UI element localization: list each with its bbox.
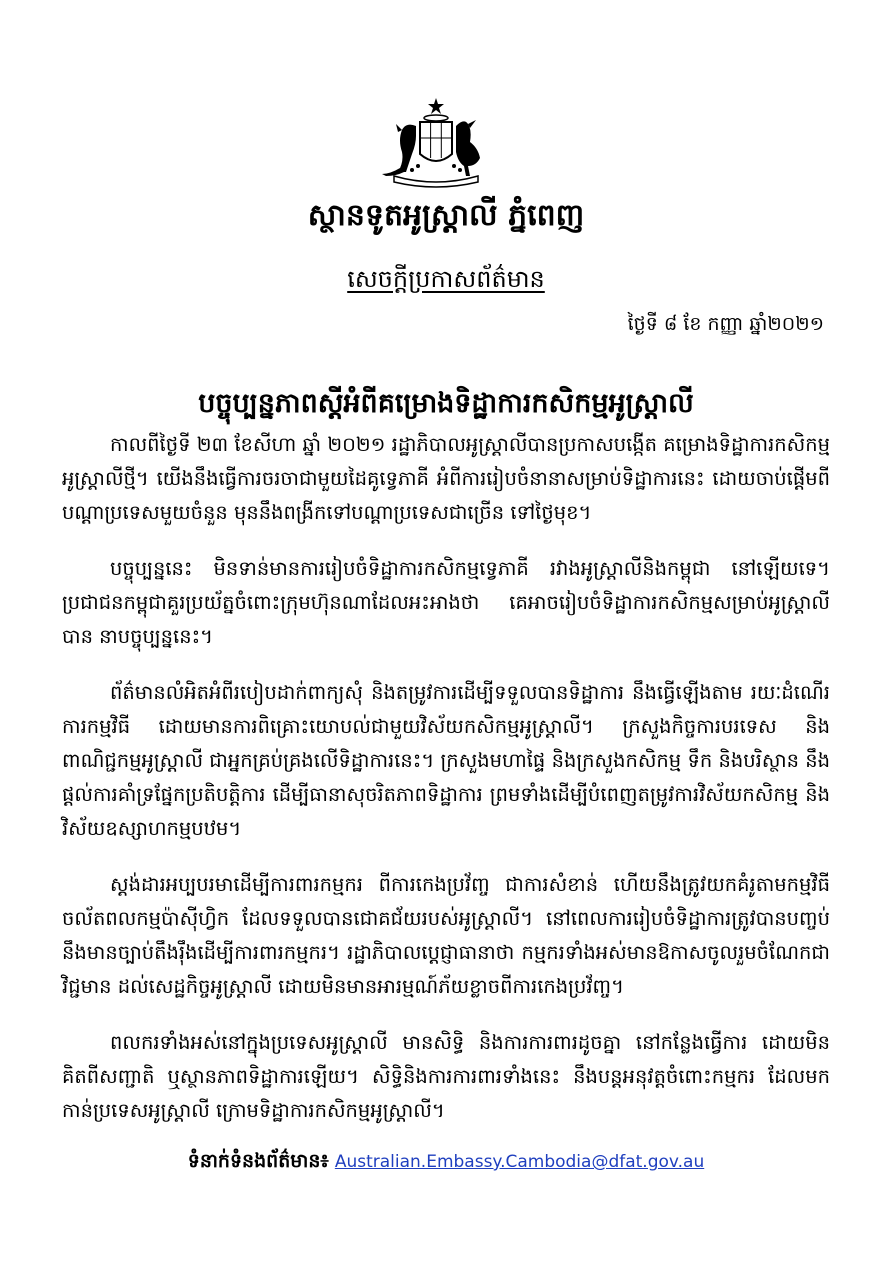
document-type	[0, 262, 892, 296]
organization-name: ស្ថានទូតអូស្ត្រាលី ភ្នំពេញ	[307, 198, 585, 233]
paragraph: ពលករទាំងអស់នៅក្នុងប្រទេសអូស្ត្រាលី មានសិទ្ធិ និងការការពារដូចគ្នា នៅកន្លែងធ្វើការ ដោយមិនគិតពីសញ្ជាតិ ឬស្ថានភាពទិដ្ឋាការឡើយ។ សិទ្ធិនិងការការពារទាំងនេះ នឹងបន្តអនុវត្តចំពោះកម្មករ ដែលមកកាន់ប្រទេសអូស្ត្រាលី ក្រោមទិដ្ឋាការកសិកម្មអូស្ត្រាលី។	[62, 1031, 830, 1122]
contact-email-link[interactable]: Australian.Embassy.Cambodia@dfat.gov.au	[334, 1152, 705, 1172]
paragraph: ព័ត៌មានលំអិតអំពីរបៀបដាក់ពាក្យសុំ និងតម្រូវការដើម្បីទទួលបានទិដ្ឋាការ នឹងធ្វើឡើងតាម រយៈដំណើរការកម្មវិធី ដោយមានការពិគ្រោះយោបល់ជាមួយវិស័យកសិកម្មអូស្ត្រាលី។ ក្រសួងកិច្ចការបរទេស និងពាណិជ្ជកម្មអូស្ត្រាលី ជាអ្នកគ្រប់គ្រងលើទិដ្ឋាការនេះ។ ក្រសួងមហាផ្ទៃ និងក្រសួងកសិកម្ម ទឹក និងបរិស្ថាន នឹងផ្តល់ការគាំទ្រផ្នែកប្រតិបត្តិការ ដើម្បីធានាសុចរិតភាពទិដ្ឋាការ ព្រមទាំងដើម្បីបំពេញតម្រូវការវិស័យកសិកម្ម និងវិស័យឧស្សាហកម្មបឋម។	[62, 681, 830, 840]
paragraph: បច្ចុប្បន្ននេះ មិនទាន់មានការរៀបចំទិដ្ឋាការកសិកម្មទ្វេភាគី រវាងអូស្ត្រាលីនិងកម្ពុជា នៅឡើយទេ។ ប្រជាជនកម្ពុជាគួរប្រយ័ត្នចំពោះក្រុមហ៊ុនណាដែលអះអាងថា គេអាចរៀបចំទិដ្ឋាការកសិកម្មសម្រាប់អូស្ត្រាលីបាន នាបច្ចុប្បន្ននេះ។	[62, 557, 830, 648]
paragraph: ស្តង់ដារអប្បបរមាដើម្បីការពារកម្មករ ពីការកេងប្រវ័ញ្ច ជាការសំខាន់ ហើយនឹងត្រូវយកគំរូតាមកម្មវិធីចល័តពលកម្មប៉ាស៊ីហ្វិក ដែលទទួលបានជោគជ័យរបស់អូស្ត្រាលី។ នៅពេលការរៀបចំទិដ្ឋាការត្រូវបានបញ្ចប់ នឹងមានច្បាប់តឹងរ៉ឹងដើម្បីការពារកម្មករ។ រដ្ឋាភិបាលប្តេជ្ញាធានាថា កម្មករទាំងអស់មានឱកាសចូលរួមចំណែកជាវិជ្ជមាន ដល់សេដ្ឋកិច្ចអូស្ត្រាលី ដោយមិនមានអារម្មណ៍ភ័យខ្លាចពីការកេងប្រវ័ញ្ច។	[62, 873, 830, 998]
coat-of-arms-graphic	[372, 96, 500, 188]
document-type-label: សេចក្តីប្រកាសព័ត៌មាន	[347, 265, 545, 293]
contact-label: ទំនាក់ទំនងព័ត៌មាន៖	[187, 1150, 329, 1172]
coat-of-arms-icon	[372, 96, 500, 188]
paragraph: កាលពីថ្ងៃទី ២៣ ខែសីហា ឆ្នាំ ២០២១ រដ្ឋាភិបាលអូស្ត្រាលីបានប្រកាសបង្កើត គម្រោងទិដ្ឋាការកសិកម្មអូស្ត្រាលីថ្មី។ យើងនឹងធ្វើការចរចាជាមួយដៃគូទ្វេភាគី អំពីការរៀបចំនានាសម្រាប់ទិដ្ឋាការនេះ ដោយចាប់ផ្តើមពីបណ្តាប្រទេសមួយចំនួន មុននឹងពង្រីកទៅបណ្តាប្រទេសជាច្រើន ទៅថ្ងៃមុខ។	[62, 433, 830, 524]
article-body	[62, 428, 830, 1150]
headline: បច្ចុប្បន្នភាពស្តីអំពីគម្រោងទិដ្ឋាការកសិកម្មអូស្ត្រាលី	[198, 388, 694, 419]
release-date: ថ្ងៃទី ៨ ខែ កញ្ញា ឆ្នាំ២០២១	[627, 313, 824, 335]
contact-line	[0, 1146, 892, 1177]
